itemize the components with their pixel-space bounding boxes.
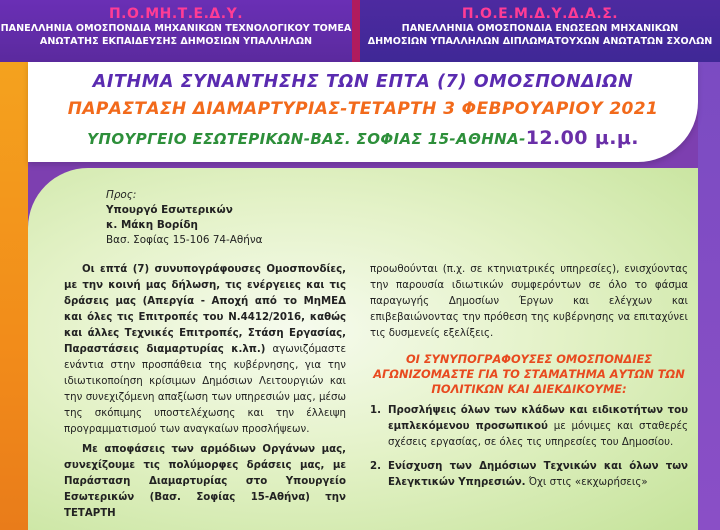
list-item-bold: Προσλήψεις όλων των κλάδων και ειδικοτήτων του εμπλεκόμενου προσωπικού [388, 405, 688, 432]
letter-body [28, 168, 698, 530]
federation-name-left: Π.Ο.ΜΗ.Τ.Ε.Δ.Υ. [108, 6, 244, 22]
demands-list [370, 403, 688, 491]
header-divider [352, 0, 360, 62]
banner-location: ΥΠΟΥΡΓΕΙΟ ΕΣΩΤΕΡΙΚΩΝ-ΒΑΣ. ΣΟΦΙΑΣ 15-ΑΘΗΝΑ- [87, 130, 526, 148]
demands-heading: ΟΙ ΣΥΝΥΠΟΓΡΑΦΟΥΣΕΣ ΟΜΟΣΠΟΝΔΙΕΣ ΑΓΩΝΙΖΟΜΑΣΤΕ ΓΙΑ ΤΟ ΣΤΑΜΑΤΗΜΑ ΑΥΤΩΝ ΤΩΝ ΠΟΛΙΤΙΚΩΝ ΚΑΙ ΔΙΕΚΔΙΚΟΥΜΕ: [373, 352, 685, 396]
banner-title: ΑΙΤΗΜΑ ΣΥΝΑΝΤΗΣΗΣ ΤΩΝ ΕΠΤΑ (7) ΟΜΟΣΠΟΝΔΙΩΝ [92, 72, 634, 92]
list-item [370, 459, 688, 491]
banner-location-line [28, 127, 698, 149]
left-paragraph-1 [64, 262, 346, 438]
federation-desc-left-1: ΠΑΝΕΛΛΗΝΙΑ ΟΜΟΣΠΟΝΔΙΑ ΜΗΧΑΝΙΚΩΝ ΤΕΧΝΟΛΟΓΙΚΟΥ ΤΟΜΕΑ [0, 23, 352, 34]
left-p1-bold: Οι επτά (7) συνυπογράφουσες Ομοσπονδίες, με την κοινή μας δήλωση, τις ενέργειες και τις δράσεις μας (Απεργία - Αποχή από το ΜηΜΕΔ και όλες τις Επιτροπές του Ν.4412/2016, καθώς και άλλες Τεχνικές Επιτροπές, Στάση Εργασίας, Παραστάσεις διαμαρτυρίας κ.λπ.) [64, 264, 346, 355]
right-column [370, 262, 688, 499]
header-left [0, 0, 352, 62]
federation-desc-left-2: ΑΝΩΤΑΤΗΣ ΕΚΠΑΙΔΕΥΣΗΣ ΔΗΜΟΣΙΩΝ ΥΠΑΛΛΗΛΩΝ [39, 36, 313, 47]
header-right [360, 0, 720, 62]
recipient-street: Βασ. Σοφίας 15-106 74-Αθήνα [106, 234, 263, 246]
recipient-address [106, 188, 263, 248]
recipient-title: Υπουργό Εσωτερικών [106, 204, 233, 216]
federation-name-right: Π.Ο.Ε.Μ.Δ.Υ.Δ.Α.Σ. [461, 6, 619, 22]
left-paragraph-2: Με αποφάσεις των αρμόδιων Οργάνων μας, συνεχίζουμε τις πολύμορφες δράσεις μας, με Παράσταση Διαμαρτυρίας στο Υπουργείο Εσωτερικών (Βασ. Σοφίας 15-Αθήνα) την ΤΕΤΑΡΤΗ [64, 444, 346, 519]
left-accent-bar [0, 62, 28, 530]
right-accent-bar [698, 62, 720, 530]
list-item-text: με μόνιμες και σταθερές σχέσεις εργασίας, σε όλες τις υπηρεσίες του Δημοσίου. [388, 421, 688, 448]
list-item-bold: Ενίσχυση των Δημόσιων Τεχνικών και όλων των Ελεγκτικών Υπηρεσιών. [388, 461, 688, 488]
right-paragraph-1: προωθούνται (π.χ. σε κτηνιατρικές υπηρεσίες), ενισχύοντας την παρουσία ιδιωτικών συμφερόντων σε όλο το φάσμα παραγωγής Δημοσίων Έργων και ελέγχων και επιβεβαιώνοντας την πρόθεση της κυβέρνησης να επιταχύνει τις δυσμενείς εξελίξεις. [370, 264, 688, 339]
banner-event-line [28, 99, 698, 119]
recipient-name: κ. Μάκη Βορίδη [106, 219, 198, 231]
banner-event: ΠΑΡΑΣΤΑΣΗ ΔΙΑΜΑΡΤΥΡΙΑΣ [67, 99, 341, 119]
title-banner [28, 62, 698, 162]
left-column [64, 262, 346, 526]
federation-desc-right-2: ΔΗΜΟΣΙΩΝ ΥΠΑΛΛΗΛΩΝ ΔΙΠΛΩΜΑΤΟΥΧΩΝ ΑΝΩΤΑΤΩΝ ΣΧΟΛΩΝ [367, 36, 713, 47]
list-item [370, 403, 688, 451]
federation-desc-right-1: ΠΑΝΕΛΛΗΝΙΑ ΟΜΟΣΠΟΝΔΙΑ ΕΝΩΣΕΩΝ ΜΗΧΑΝΙΚΩΝ [401, 23, 679, 34]
list-item-number: 2. [370, 461, 381, 472]
list-item-text: Όχι στις «εκχωρήσεις» [525, 477, 648, 488]
banner-date: -ΤΕΤΑΡΤΗ 3 ΦΕΒΡΟΥΑΡΙΟΥ 2021 [340, 99, 659, 119]
recipient-prefix: Προς: [106, 189, 137, 201]
banner-time: 12.00 μ.μ. [525, 127, 639, 149]
list-item-number: 1. [370, 405, 381, 416]
left-p1-rest: αγωνιζόμαστε ενάντια στην προσπάθεια της κυβέρνησης, για την ιδιωτικοποίηση κρίσιμων Δημόσιων Λειτουργιών και την συνεχιζόμενη απαξίωση των υπηρεσιών μας, μέσω της σκόπιμης υποστελέχωσης και την έλλειψη προγραμματισμού των αναγκαίων προσλήψεων. [64, 344, 346, 435]
